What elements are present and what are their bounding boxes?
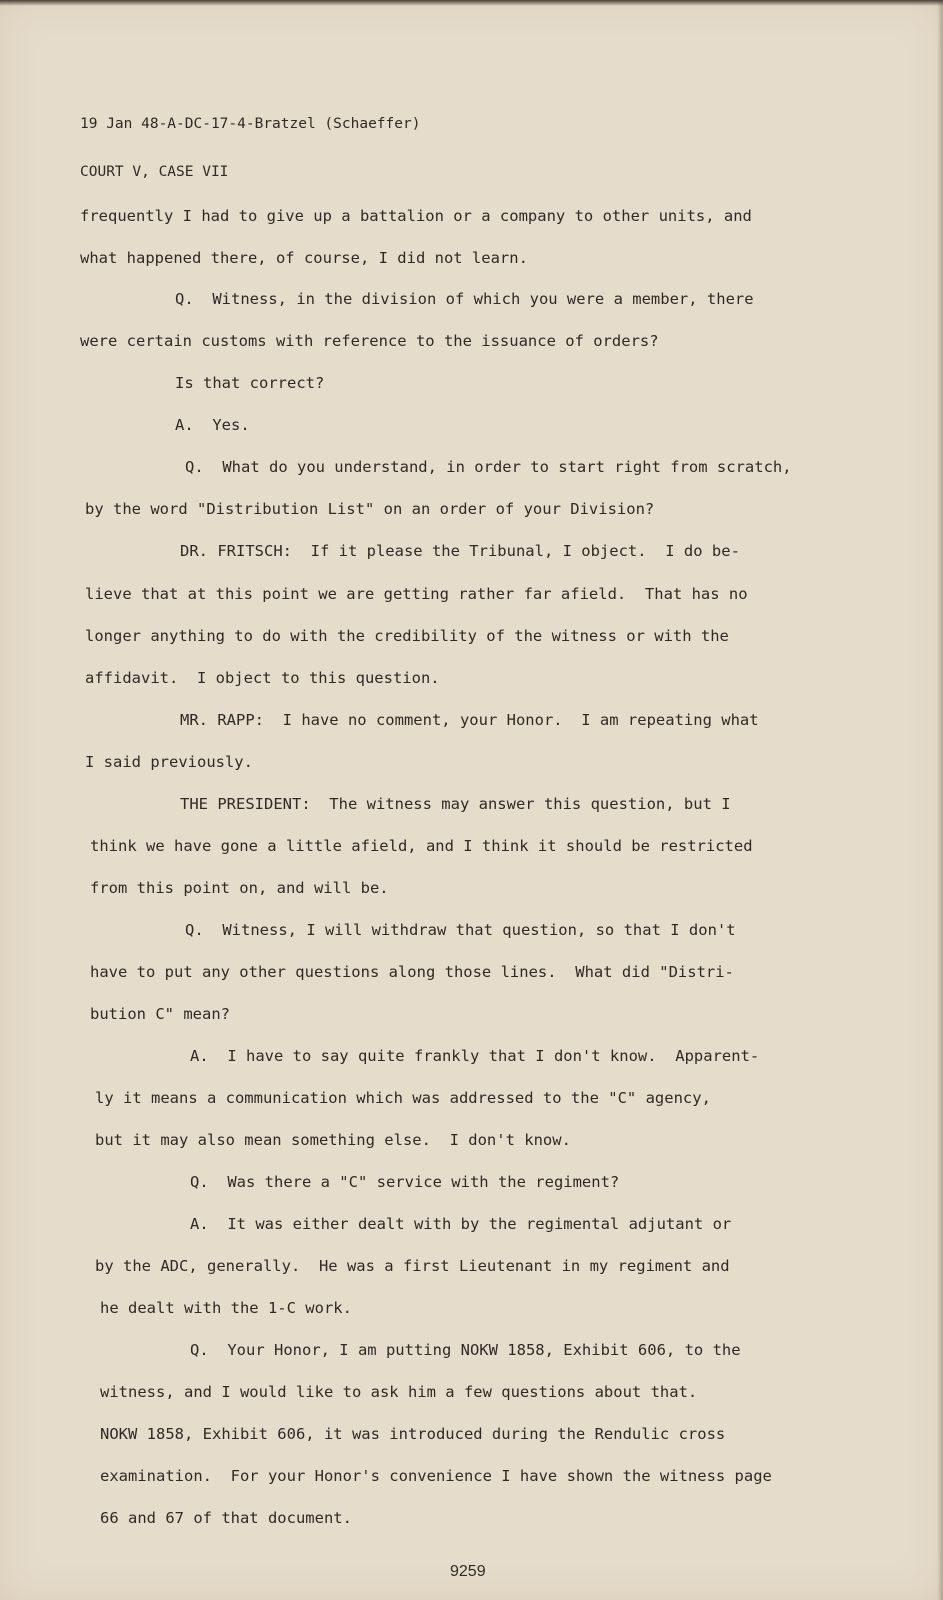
transcript-line: ly it means a communication which was addressed to the "C" agency, bbox=[95, 1089, 711, 1107]
transcript-line: think we have gone a little afield, and I think it should be restricted bbox=[90, 837, 753, 855]
transcript-line: have to put any other questions along those lines. What did "Distri- bbox=[90, 963, 734, 981]
transcript-line: MR. RAPP: I have no comment, your Honor. I am repeating what bbox=[180, 711, 759, 729]
transcript-line: A. Yes. bbox=[175, 416, 250, 434]
transcript-line: Q. Was there a "C" service with the regiment? bbox=[190, 1173, 620, 1191]
transcript-line: longer anything to do with the credibility of the witness or with the bbox=[85, 627, 729, 645]
transcript-line: Q. Witness, I will withdraw that question, so that I don't bbox=[185, 921, 736, 939]
transcript-line: witness, and I would like to ask him a few questions about that. bbox=[100, 1383, 698, 1401]
transcript-line: Is that correct? bbox=[175, 374, 325, 392]
transcript-line: A. I have to say quite frankly that I don't know. Apparent- bbox=[190, 1047, 760, 1065]
transcript-line: he dealt with the 1-C work. bbox=[100, 1299, 352, 1317]
transcript-line: A. It was either dealt with by the regimental adjutant or bbox=[190, 1215, 732, 1233]
transcript-line: THE PRESIDENT: The witness may answer this question, but I bbox=[180, 795, 731, 813]
page-number: 9259 bbox=[450, 1563, 486, 1580]
transcript-line: Q. Your Honor, I am putting NOKW 1858, Exhibit 606, to the bbox=[190, 1341, 741, 1359]
transcript-line: DR. FRITSCH: If it please the Tribunal, I object. I do be- bbox=[180, 542, 740, 560]
transcript-line: Q. What do you understand, in order to start right from scratch, bbox=[185, 458, 792, 476]
transcript-line: from this point on, and will be. bbox=[90, 879, 389, 897]
header-line-date-reference: 19 Jan 48-A-DC-17-4-Bratzel (Schaeffer) bbox=[80, 116, 421, 132]
transcript-line: but it may also mean something else. I don't know. bbox=[95, 1131, 571, 1149]
transcript-line: frequently I had to give up a battalion or a company to other units, and bbox=[80, 207, 752, 225]
header-line-court-case: COURT V, CASE VII bbox=[80, 164, 229, 180]
transcript-line: 66 and 67 of that document. bbox=[100, 1509, 352, 1527]
transcript-line: Q. Witness, in the division of which you were a member, there bbox=[175, 290, 754, 308]
transcript-line: lieve that at this point we are getting rather far afield. That has no bbox=[85, 585, 748, 603]
transcript-line: NOKW 1858, Exhibit 606, it was introduced during the Rendulic cross bbox=[100, 1425, 726, 1443]
transcript-line: were certain customs with reference to the issuance of orders? bbox=[80, 332, 659, 350]
transcript-line: examination. For your Honor's convenience I have shown the witness page bbox=[100, 1467, 772, 1485]
transcript-line: by the ADC, generally. He was a first Lieutenant in my regiment and bbox=[95, 1257, 730, 1275]
transcript-line: by the word "Distribution List" on an order of your Division? bbox=[85, 500, 655, 518]
transcript-line: bution C" mean? bbox=[90, 1005, 230, 1023]
transcript-line: what happened there, of course, I did not learn. bbox=[80, 249, 528, 267]
transcript-line: affidavit. I object to this question. bbox=[85, 669, 440, 687]
transcript-line: I said previously. bbox=[85, 753, 253, 771]
